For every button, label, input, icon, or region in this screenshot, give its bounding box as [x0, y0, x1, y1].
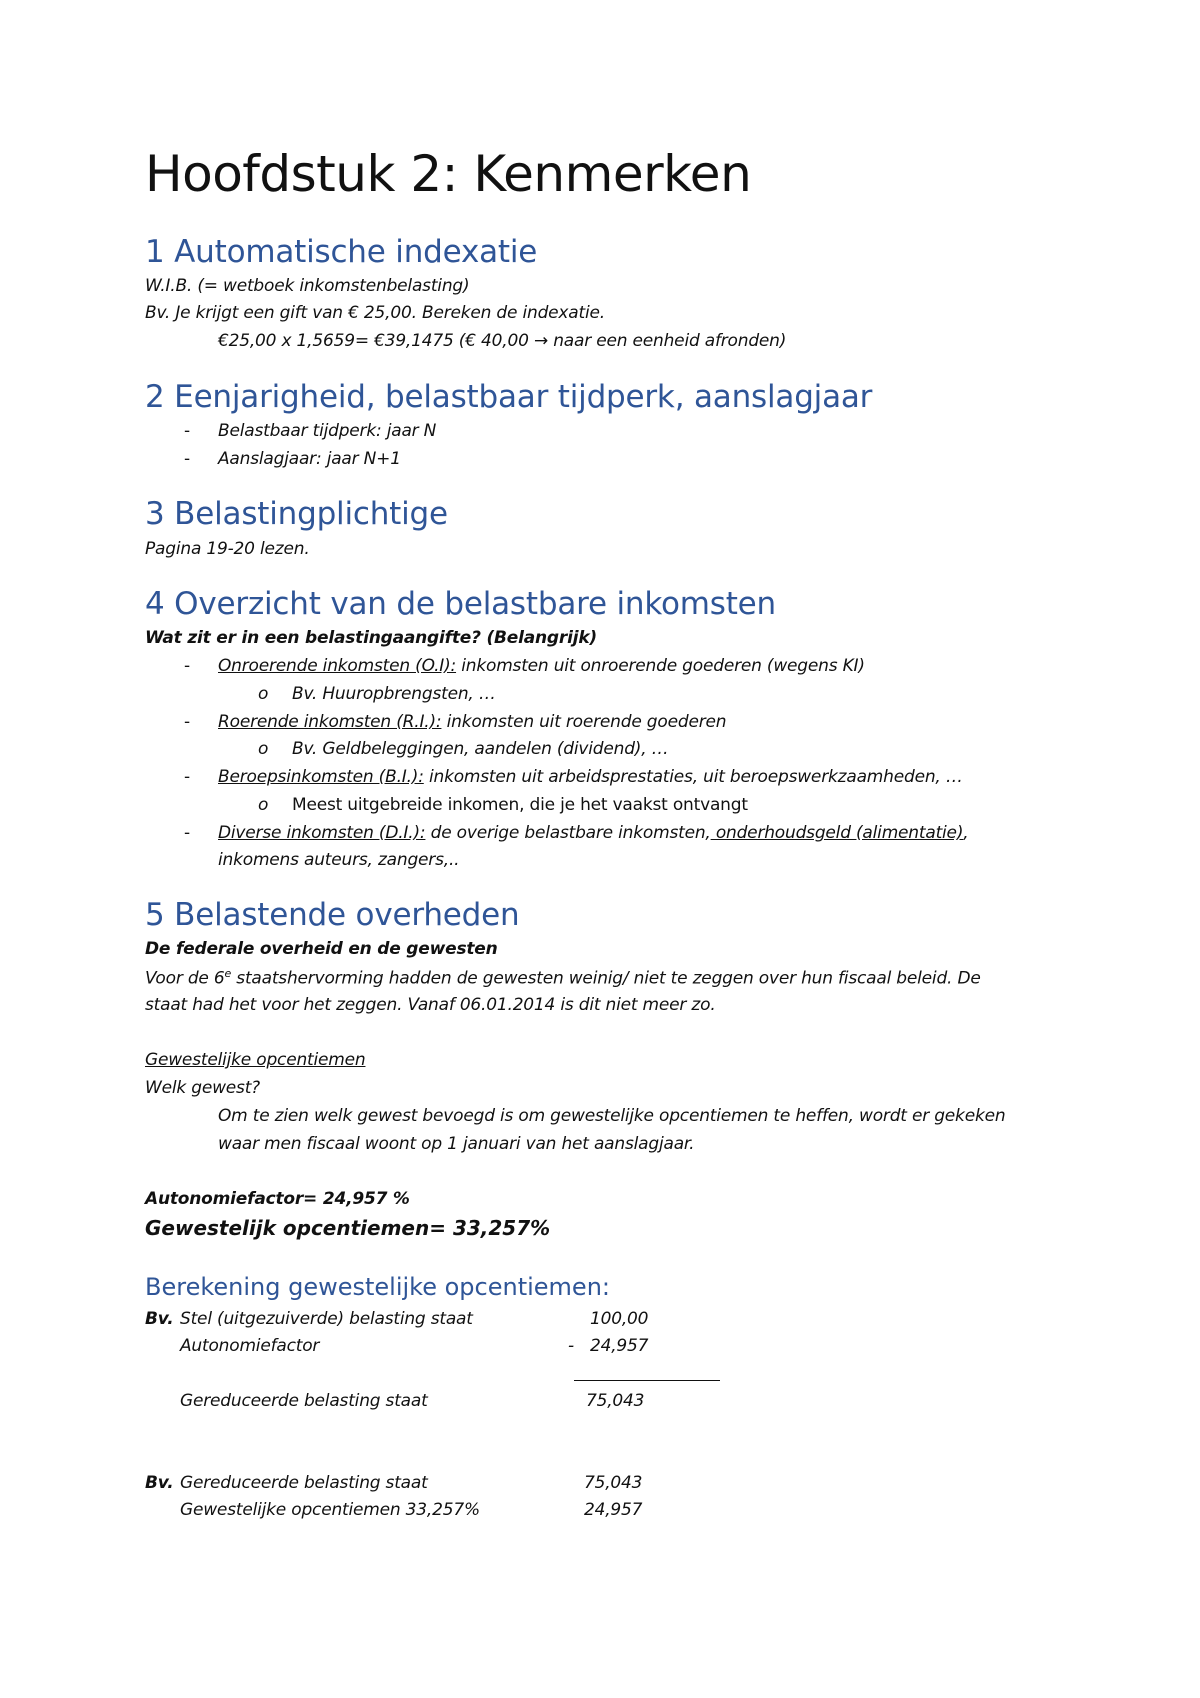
di-text: de overige belastbare inkomsten,	[425, 823, 711, 843]
calc-row2-sign: -	[568, 1336, 574, 1356]
bv-label: Bv.	[145, 1309, 174, 1329]
s4-item-oi	[218, 656, 865, 676]
bi-label: Beroepsinkomsten (B.I.):	[218, 767, 424, 787]
s4-ri-sub: Bv. Geldbeleggingen, aandelen (dividend), …	[292, 739, 669, 759]
calc-row2-label: Autonomiefactor	[180, 1336, 320, 1356]
oi-text: inkomsten uit onroerende goederen (wegens KI)	[456, 656, 865, 676]
di-text-end: ,	[963, 823, 969, 843]
dash-marker: -	[184, 823, 191, 843]
s2-item-1: Belastbaar tijdperk: jaar N	[218, 421, 437, 441]
s4-di-line2: inkomens auteurs, zangers,..	[218, 850, 460, 870]
dash-marker: -	[184, 449, 191, 469]
page-title: Hoofdstuk 2: Kenmerken	[145, 145, 752, 203]
s1-calc	[218, 331, 786, 351]
opcentiemen-heading: Gewestelijke opcentiemen	[145, 1050, 366, 1070]
calc-heading: Berekening gewestelijke opcentiemen:	[145, 1273, 610, 1301]
calc-row5-label: Gewestelijke opcentiemen 33,257%	[180, 1500, 480, 1520]
calc-row2-value: 24,957	[590, 1336, 649, 1356]
bullet-marker: o	[258, 795, 269, 815]
calc-row3-value: 75,043	[586, 1391, 645, 1411]
calc-row3-label: Gereduceerde belasting staat	[180, 1391, 428, 1411]
s4-oi-sub: Bv. Huuropbrengsten, …	[292, 684, 496, 704]
section-4-heading: 4 Overzicht van de belastbare inkomsten	[145, 586, 776, 622]
arrow-right-icon: →	[533, 331, 548, 351]
welk-gewest-question: Welk gewest?	[145, 1078, 260, 1098]
s5-paragraph-line2: staat had het voor het zeggen. Vanaf 06.01.2014 is dit niet meer zo.	[145, 995, 716, 1015]
section-1-heading: 1 Automatische indexatie	[145, 234, 538, 270]
calc-row1-label: Stel (uitgezuiverde) belasting staat	[180, 1309, 473, 1329]
p1-sup: e	[224, 967, 232, 980]
calc-row4-label: Gereduceerde belasting staat	[180, 1473, 428, 1493]
s3-line: Pagina 19-20 lezen.	[145, 539, 310, 559]
section-5-heading: 5 Belastende overheden	[145, 897, 520, 933]
bullet-marker: o	[258, 739, 269, 759]
calc-row1-value: 100,00	[590, 1309, 649, 1329]
autonomiefactor-line: Autonomiefactor= 24,957 %	[145, 1189, 410, 1209]
dash-marker: -	[184, 421, 191, 441]
s1-line2: Bv. Je krijgt een gift van € 25,00. Bereken de indexatie.	[145, 303, 605, 323]
s5-paragraph2-line2: waar men fiscaal woont op 1 januari van het aanslagjaar.	[218, 1134, 695, 1154]
oi-label: Onroerende inkomsten (O.I):	[218, 656, 457, 676]
bullet-marker: o	[258, 684, 269, 704]
s4-item-ri	[218, 712, 726, 732]
section-2-heading: 2 Eenjarigheid, belastbaar tijdperk, aanslagjaar	[145, 379, 873, 415]
ri-text: inkomsten uit roerende goederen	[441, 712, 727, 732]
s1-calc-text: €25,00 x 1,5659= €39,1475 (€ 40,00	[218, 331, 529, 351]
dash-marker: -	[184, 656, 191, 676]
p1-b: staatshervorming hadden de gewesten weinig/ niet te zeggen over hun fiscaal beleid. De	[231, 968, 981, 989]
s2-item-2: Aanslagjaar: jaar N+1	[218, 449, 401, 469]
calc-row4-value: 75,043	[584, 1473, 643, 1493]
s4-bi-sub: Meest uitgebreide inkomen, die je het vaakst ontvangt	[292, 795, 748, 815]
s5-paragraph2-line1: Om te zien welk gewest bevoegd is om gewestelijke opcentiemen te heffen, wordt er gekeken	[218, 1106, 1006, 1126]
di-label: Diverse inkomsten (D.I.):	[218, 823, 426, 843]
s1-calc-note: naar een eenheid afronden)	[553, 331, 787, 351]
s5-subheading: De federale overheid en de gewesten	[145, 939, 498, 959]
ri-label: Roerende inkomsten (R.I.):	[218, 712, 442, 732]
bi-text: inkomsten uit arbeidsprestaties, uit beroepswerkzaamheden, …	[423, 767, 963, 787]
bv-label: Bv.	[145, 1473, 174, 1493]
s5-paragraph-line1	[145, 967, 981, 989]
s4-question: Wat zit er in een belastingaangifte? (Belangrijk)	[145, 628, 597, 648]
sum-rule	[574, 1380, 720, 1381]
dash-marker: -	[184, 767, 191, 787]
calc-row5-value: 24,957	[584, 1500, 643, 1520]
s4-item-bi	[218, 767, 963, 787]
gewestelijk-opcentiemen-line: Gewestelijk opcentiemen= 33,257%	[145, 1216, 551, 1240]
p1-a: Voor de 6	[145, 968, 225, 989]
s4-item-di	[218, 823, 968, 843]
section-3-heading: 3 Belastingplichtige	[145, 496, 448, 532]
di-text-underlined: onderhoudsgeld (alimentatie)	[710, 823, 964, 843]
dash-marker: -	[184, 712, 191, 732]
s1-line1: W.I.B. (= wetboek inkomstenbelasting)	[145, 276, 470, 296]
